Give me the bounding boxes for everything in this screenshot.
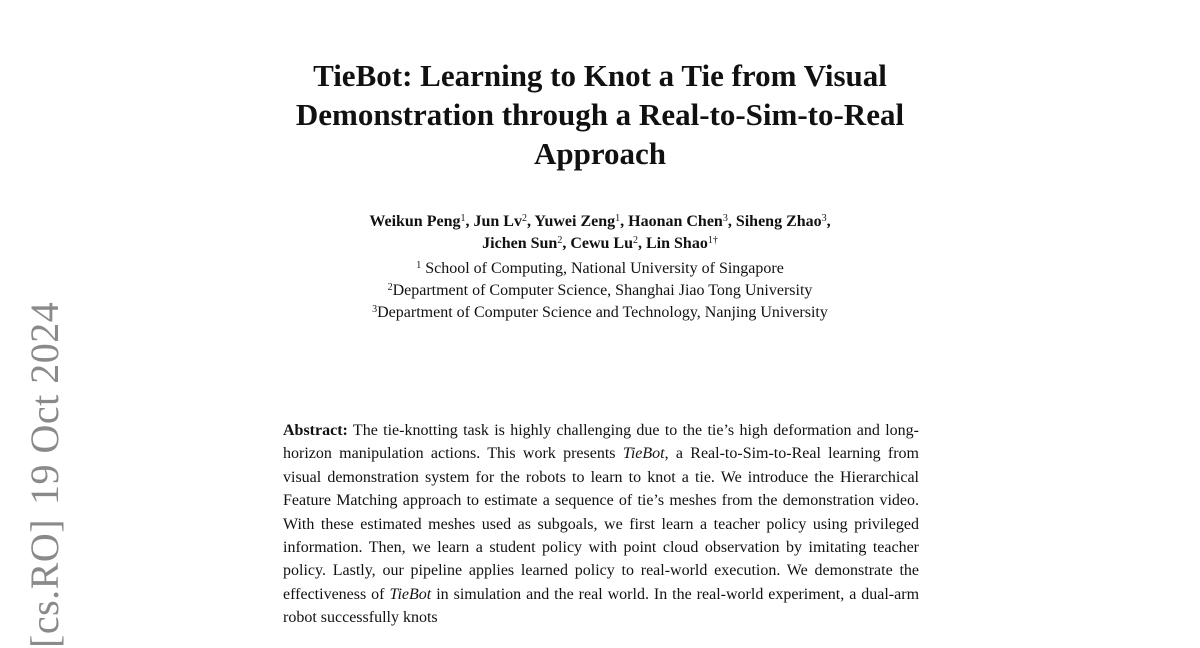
author: Yuwei Zeng$^1$,	[534, 213, 629, 230]
author-list	[260, 211, 940, 255]
author: Haonan Chen$^3$,	[628, 213, 736, 230]
arxiv-date: 19 Oct 2024	[22, 301, 67, 505]
abstract-text: The tie-knotting task is highly challenging due to the tie’s high deformation and long-horizon manipulation actions. This work presents	[283, 422, 919, 463]
arxiv-category: [cs.RO]	[22, 518, 67, 648]
abstract-label: Abstract:	[283, 422, 348, 439]
author: Siheng Zhao$^3$,	[735, 213, 831, 230]
system-name: TieBot	[622, 445, 665, 463]
affiliation: $^1$ School of Computing, National University of Singapore	[416, 260, 784, 277]
affiliation-list	[260, 258, 940, 324]
abstract-text: , a Real-to-Sim-to-Real learning from visual demonstration system for the robots to learn to knot a tie. We introduce the Hierarchical Feature Matching approach to estimate a sequence of tie’s meshes from the demonstration video. With these estimated meshes used as subgoals, we first learn a teacher policy using privileged information. Then, we learn a student policy with point cloud observation by imitating teacher policy. Lastly, our pipeline applies learned policy to real-world execution. We demonstrate the effectiveness of	[283, 445, 919, 603]
system-name: TieBot	[389, 585, 432, 603]
author: Jun Lv$^2$,	[473, 213, 535, 230]
arxiv-stamp	[21, 302, 69, 648]
abstract	[283, 419, 919, 630]
abstract-text: in simulation and the real world. In the real-world experiment, a dual-arm robot successfully knots	[283, 585, 920, 627]
paper-title: TieBot: Learning to Knot a Tie from Visual Demonstration through a Real-to-Sim-to-Real Approach	[295, 58, 905, 171]
author: Cewu Lu$^2$,	[570, 235, 646, 252]
affiliation: $^2$Department of Computer Science, Shanghai Jiao Tong University	[387, 282, 813, 299]
affiliation: $^3$Department of Computer Science and Technology, Nanjing University	[372, 304, 828, 321]
author: Weikun Peng$^1$,	[369, 213, 474, 230]
author: Jichen Sun$^2$,	[482, 235, 571, 252]
author: Lin Shao$^{1\dagger}$	[646, 235, 718, 252]
